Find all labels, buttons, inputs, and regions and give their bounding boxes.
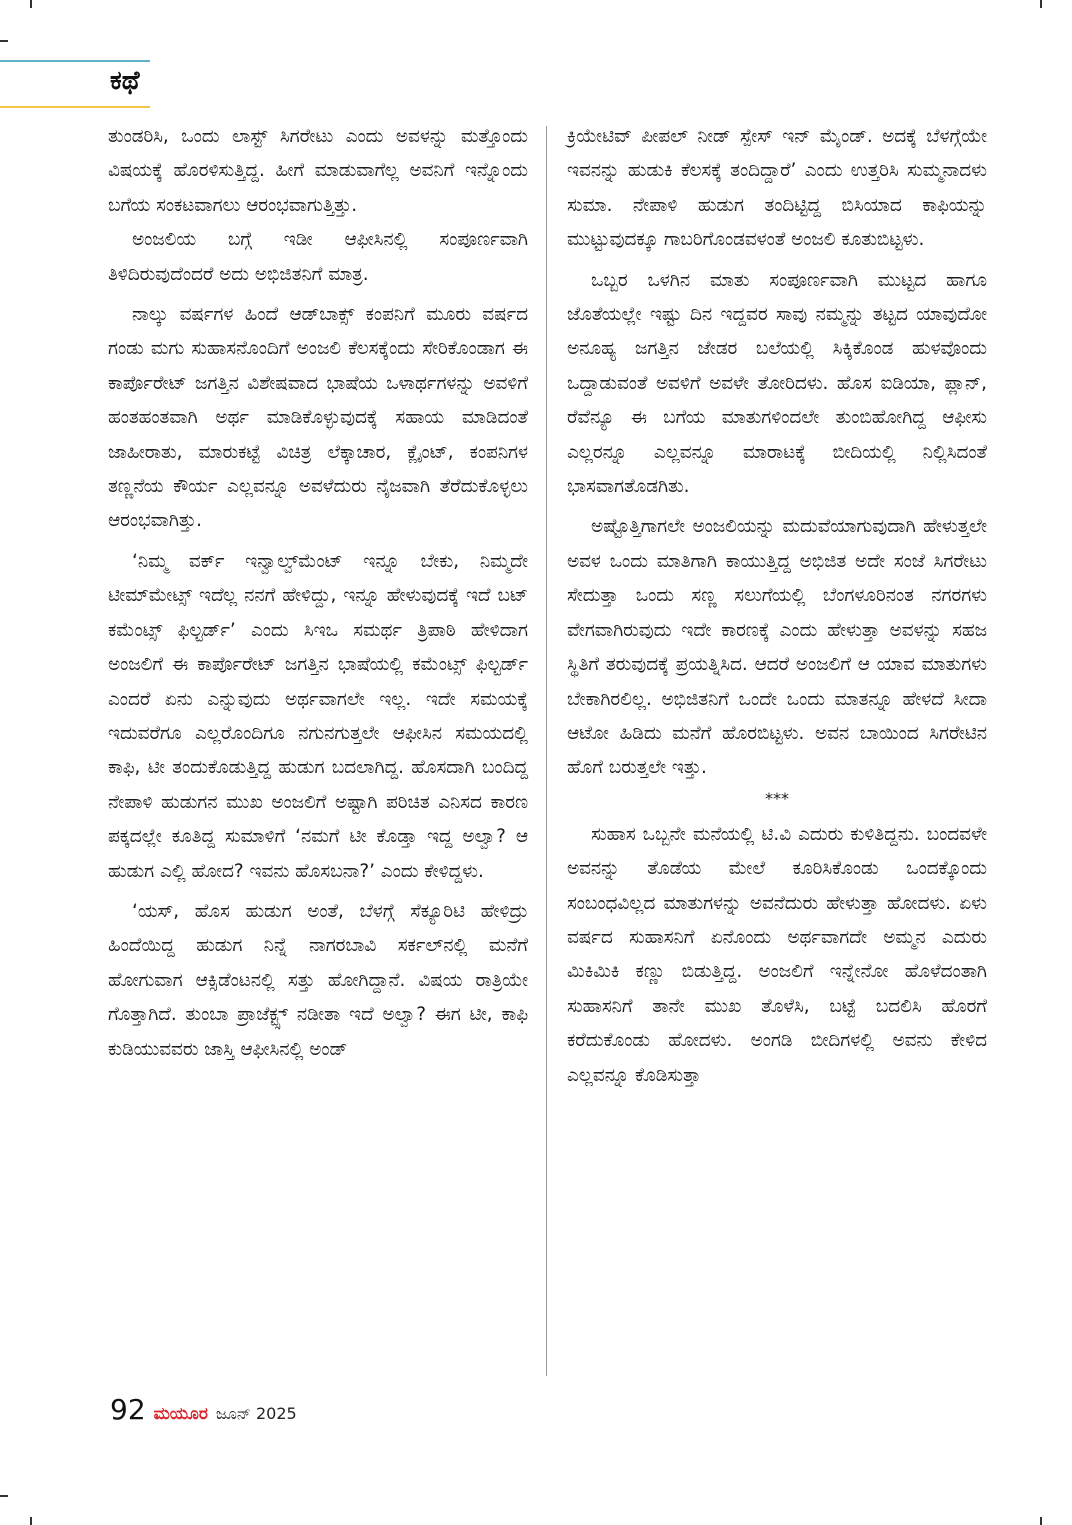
crop-mark-bottom-right [1040, 1517, 1042, 1525]
paragraph: ಒಬ್ಬರ ಒಳಗಿನ ಮಾತು ಸಂಪೂರ್ಣವಾಗಿ ಮುಟ್ಟದ ಹಾಗೂ ಜೊತೆಯಲ್ಲೇ ಇಷ್ಟು ದಿನ ಇದ್ದವರ ಸಾವು ನಮ್ಮನ್ನು ತಟ್ಟದ ಯಾವುದೋ ಅನೂಹ್ಯ ಜಗತ್ತಿನ ಜೇಡರ ಬಲೆಯಲ್ಲಿ ಸಿಕ್ಕಿಕೊಂಡ ಹುಳವೊಂದು ಒದ್ದಾಡುವಂತೆ ಅವಳಿಗೆ ಅವಳೇ ತೋರಿದಳು. ಹೊಸ ಐಡಿಯಾ, ಪ್ಲಾನ್, ರೆವೆನ್ಯೂ ಈ ಬಗೆಯ ಮಾತುಗಳಿಂದಲೇ ತುಂಬಿಹೋಗಿದ್ದ ಆಫೀಸು ಎಲ್ಲರನ್ನೂ ಎಲ್ಲವನ್ನೂ ಮಾರಾಟಕ್ಕೆ ಬೀದಿಯಲ್ಲಿ ನಿಲ್ಲಿಸಿದಂತೆ ಭಾಸವಾಗತೊಡಗಿತು. [567, 269, 987, 498]
column-divider [546, 126, 547, 1376]
paragraph: ನಾಲ್ಕು ವರ್ಷಗಳ ಹಿಂದೆ ಆಡ್‌ಬಾಕ್ಸ್ ಕಂಪನಿಗೆ ಮೂರು ವರ್ಷದ ಗಂಡು ಮಗು ಸುಹಾಸನೊಂದಿಗೆ ಅಂಜಲಿ ಕೆಲಸಕ್ಕೆಂದು ಸೇರಿಕೊಂಡಾಗ ಈ ಕಾರ್ಪೊರೇಟ್ ಜಗತ್ತಿನ ವಿಶೇಷವಾದ ಭಾಷೆಯ ಒಳಾರ್ಥಗಳನ್ನು ಅವಳಿಗೆ ಹಂತಹಂತವಾಗಿ ಅರ್ಥ ಮಾಡಿಕೊಳ್ಳುವುದಕ್ಕೆ ಸಹಾಯ ಮಾಡಿದಂತೆ ಜಾಹೀರಾತು, ಮಾರುಕಟ್ಟೆ ವಿಚಿತ್ರ ಲೆಕ್ಕಾಚಾರ, ಕ್ಲೈಂಟ್, ಕಂಪನಿಗಳ ತಣ್ಣನೆಯ ಕೌರ್ಯ ಎಲ್ಲವನ್ನೂ ಅವಳೆದುರು ನೈಜವಾಗಿ ತೆರೆದುಕೊಳ್ಳಲು ಆರಂಭವಾಗಿತ್ತು. [108, 304, 528, 532]
section-rule-top [0, 60, 150, 62]
paragraph: ಅಂಜಲಿಯ ಬಗ್ಗೆ ಇಡೀ ಆಫೀಸಿನಲ್ಲಿ ಸಂಪೂರ್ಣವಾಗಿ ತಿಳಿದಿರುವುದೆಂದರೆ ಅದು ಅಭಿಜಿತನಿಗೆ ಮಾತ್ರ. [108, 229, 528, 285]
section-title: ಕಥೆ [110, 66, 140, 96]
crop-mark-bottom-left [30, 1517, 32, 1525]
section-separator: *** [765, 788, 789, 808]
issue-date: ಜೂನ್ 2025 [215, 1404, 297, 1423]
crop-mark-left-bottom [0, 1495, 8, 1497]
paragraph: ಕ್ರಿಯೇಟಿವ್ ಪೀಪಲ್ ನೀಡ್ ಸ್ಪೇಸ್ ಇನ್ ಮೈಂಡ್. ಅದಕ್ಕೆ ಬೆಳಗ್ಗೆಯೇ ಇವನನ್ನು ಹುಡುಕಿ ಕೆಲಸಕ್ಕೆ ತಂದಿದ್ದಾರೆ’ ಎಂದು ಉತ್ತರಿಸಿ ಸುಮ್ಮನಾದಳು ಸುಮಾ. ನೇಪಾಳಿ ಹುಡುಗ ತಂದಿಟ್ಟಿದ್ದ ಬಿಸಿಯಾದ ಕಾಫಿಯನ್ನು ಮುಟ್ಟುವುದಕ್ಕೂ ಗಾಬರಿಗೊಂಡವಳಂತೆ ಅಂಜಲಿ ಕೂತುಬಿಟ್ಟಳು. [567, 126, 987, 251]
crop-mark-top-right [1040, 0, 1042, 8]
paragraph: ಸುಹಾಸ ಒಬ್ಬನೇ ಮನೆಯಲ್ಲಿ ಟಿ.ವಿ ಎದುರು ಕುಳಿತಿದ್ದನು. ಬಂದವಳೇ ಅವನನ್ನು ತೊಡೆಯ ಮೇಲೆ ಕೂರಿಸಿಕೊಂಡು ಒಂದಕ್ಕೊಂದು ಸಂಬಂಧವಿಲ್ಲದ ಮಾತುಗಳನ್ನು ಅವನೆದುರು ಹೇಳುತ್ತಾ ಹೋದಳು. ಏಳು ವರ್ಷದ ಸುಹಾಸನಿಗೆ ಏನೊಂದು ಅರ್ಥವಾಗದೇ ಅಮ್ಮನ ಎದುರು ಮಿಕಿಮಿಕಿ ಕಣ್ಣು ಬಿಡುತ್ತಿದ್ದ. ಅಂಜಲಿಗೆ ಇನ್ನೇನೋ ಹೊಳೆದಂತಾಗಿ ಸುಹಾಸನಿಗೆ ತಾನೇ ಮುಖ ತೊಳೆಸಿ, ಬಟ್ಟೆ ಬದಲಿಸಿ ಹೊರಗೆ ಕರೆದುಕೊಂಡು ಹೋದಳು. ಅಂಗಡಿ ಬೀದಿಗಳಲ್ಲಿ ಅವನು ಕೇಳಿದ ಎಲ್ಲವನ್ನೂ ಕೊಡಿಸುತ್ತಾ [567, 823, 987, 1086]
page-footer [110, 1393, 297, 1426]
paragraph: ಅಷ್ಟೊತ್ತಿಗಾಗಲೇ ಅಂಜಲಿಯನ್ನು ಮದುವೆಯಾಗುವುದಾಗಿ ಹೇಳುತ್ತಲೇ ಅವಳ ಒಂದು ಮಾತಿಗಾಗಿ ಕಾಯುತ್ತಿದ್ದ ಅಭಿಜಿತ ಅದೇ ಸಂಜೆ ಸಿಗರೇಟು ಸೇದುತ್ತಾ ಒಂದು ಸಣ್ಣ ಸಲುಗೆಯಲ್ಲಿ ಬೆಂಗಳೂರಿನಂತ ನಗರಗಳು ವೇಗವಾಗಿರುವುದು ಇದೇ ಕಾರಣಕ್ಕೆ ಎಂದು ಹೇಳುತ್ತಾ ಅವಳನ್ನು ಸಹಜ ಸ್ಥಿತಿಗೆ ತರುವುದಕ್ಕೆ ಪ್ರಯತ್ನಿಸಿದ. ಆದರೆ ಅಂಜಲಿಗೆ ಆ ಯಾವ ಮಾತುಗಳು ಬೇಕಾಗಿರಲಿಲ್ಲ. ಅಭಿಜಿತನಿಗೆ ಒಂದೇ ಒಂದು ಮಾತನ್ನೂ ಹೇಳದೆ ಸೀದಾ ಆಟೋ ಹಿಡಿದು ಮನೆಗೆ ಹೊರಬಿಟ್ಟಳು. ಅವನ ಬಾಯಿಂದ ಸಿಗರೇಟಿನ ಹೊಗೆ ಬರುತ್ತಲೇ ಇತ್ತು. [567, 516, 987, 779]
crop-mark-left-top [0, 40, 8, 42]
section-rule-bottom [0, 106, 150, 108]
magazine-name: ಮಯೂರ [153, 1404, 208, 1424]
crop-mark-top-left [30, 0, 32, 8]
page-number: 92 [110, 1393, 146, 1426]
right-column [567, 120, 987, 1093]
paragraph: ‘ಯಸ್, ಹೊಸ ಹುಡುಗ ಅಂತೆ, ಬೆಳಗ್ಗೆ ಸೆಕ್ಯೂರಿಟಿ ಹೇಳಿದ್ರು ಹಿಂದೆಯಿದ್ದ ಹುಡುಗ ನಿನ್ನೆ ನಾಗರಬಾವಿ ಸರ್ಕಲ್‌ನಲ್ಲಿ ಮನೆಗೆ ಹೋಗುವಾಗ ಆಕ್ಸಿಡೆಂಟನಲ್ಲಿ ಸತ್ತು ಹೋಗಿದ್ದಾನೆ. ವಿಷಯ ರಾತ್ರಿಯೇ ಗೊತ್ತಾಗಿದೆ. ತುಂಬಾ ಪ್ರಾಜೆಕ್ಟ್ಸ್ ನಡೀತಾ ಇದೆ ಅಲ್ವಾ? ಈಗ ಟೀ, ಕಾಫಿ ಕುಡಿಯುವವರು ಜಾಸ್ತಿ ಆಫೀಸಿನಲ್ಲಿ ಅಂಡ್ [108, 900, 528, 1060]
paragraph: ತುಂಡರಿಸಿ, ಒಂದು ಲಾಸ್ಟ್ ಸಿಗರೇಟು ಎಂದು ಅವಳನ್ನು ಮತ್ತೊಂದು ವಿಷಯಕ್ಕೆ ಹೊರಳಿಸುತ್ತಿದ್ದ. ಹೀಗೆ ಮಾಡುವಾಗೆಲ್ಲ ಅವನಿಗೆ ಇನ್ನೊಂದು ಬಗೆಯ ಸಂಕಟವಾಗಲು ಆರಂಭವಾಗುತ್ತಿತ್ತು. [108, 126, 528, 216]
left-column [108, 120, 528, 1067]
paragraph: ‘ನಿಮ್ಮ ವರ್ಕ್ ಇನ್ವಾಲ್ವ್‌ಮೆಂಟ್ ಇನ್ನೂ ಬೇಕು, ನಿಮ್ಮದೇ ಟೀಮ್‌ಮೇಟ್ಸ್ ಇದೆಲ್ಲ ನನಗೆ ಹೇಳಿದ್ದು, ಇನ್ನೂ ಹೇಳುವುದಕ್ಕೆ ಇದೆ ಬಟ್ ಕಮೆಂಟ್ಸ್ ಫಿಲ್ಟರ್ಡ್’ ಎಂದು ಸಿಇಒ ಸಮರ್ಥ ತ್ರಿಪಾಠಿ ಹೇಳಿದಾಗ ಅಂಜಲಿಗೆ ಈ ಕಾರ್ಪೊರೇಟ್ ಜಗತ್ತಿನ ಭಾಷೆಯಲ್ಲಿ ಕಮೆಂಟ್ಸ್ ಫಿಲ್ಟರ್ಡ್ ಎಂದರೆ ಏನು ಎನ್ನುವುದು ಅರ್ಥವಾಗಲೇ ಇಲ್ಲ. ಇದೇ ಸಮಯಕ್ಕೆ ಇದುವರೆಗೂ ಎಲ್ಲರೊಂದಿಗೂ ನಗುನಗುತ್ತಲೇ ಆಫೀಸಿನ ಸಮಯದಲ್ಲಿ ಕಾಫಿ, ಟೀ ತಂದುಕೊಡುತ್ತಿದ್ದ ಹುಡುಗ ಬದಲಾಗಿದ್ದ. ಹೊಸದಾಗಿ ಬಂದಿದ್ದ ನೇಪಾಳಿ ಹುಡುಗನ ಮುಖ ಅಂಜಲಿಗೆ ಅಷ್ಟಾಗಿ ಪರಿಚಿತ ಎನಿಸದ ಕಾರಣ ಪಕ್ಕದಲ್ಲೇ ಕೂತಿದ್ದ ಸುಮಾಳಿಗೆ ‘ನಮಗೆ ಟೀ ಕೊಡ್ತಾ ಇದ್ದ ಅಲ್ವಾ? ಆ ಹುಡುಗ ಎಲ್ಲಿ ಹೋದ? ಇವನು ಹೊಸಬನಾ?’ ಎಂದು ಕೇಳಿದ್ದಳು. [108, 550, 528, 882]
